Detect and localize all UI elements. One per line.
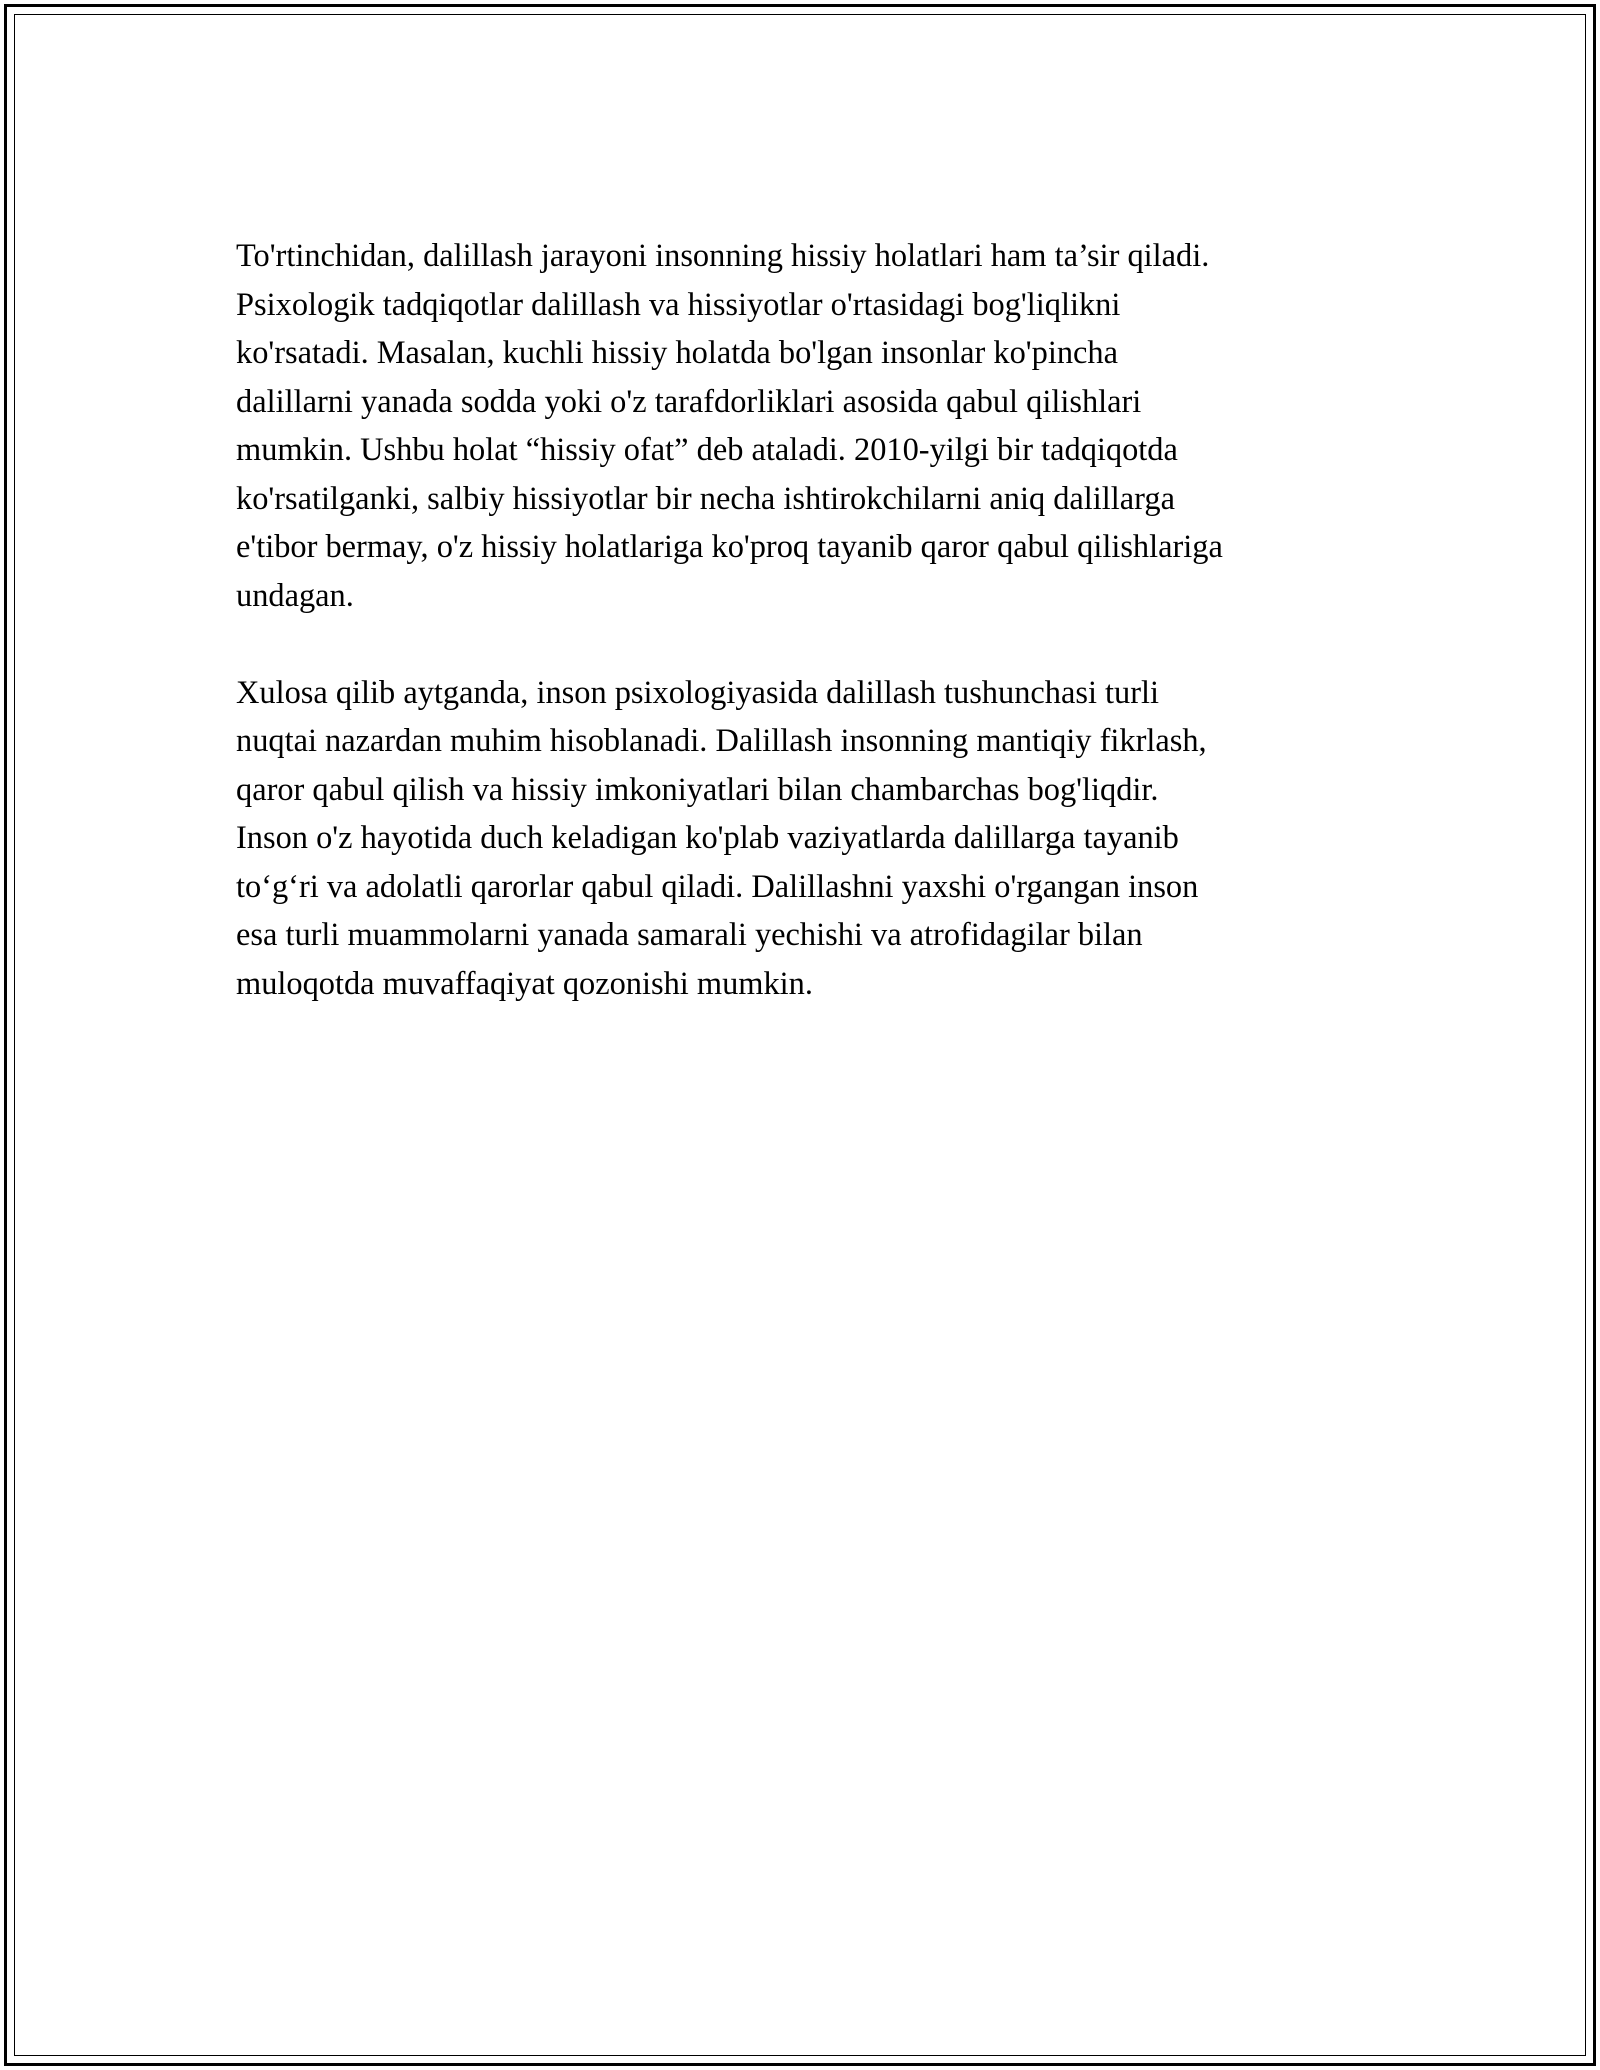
paragraph-line: nuqtai nazardan muhim hisoblanadi. Dalillash insonning mantiqiy fikrlash, [236,723,1207,759]
paragraph-line: ko'rsatadi. Masalan, kuchli hissiy holatda bo'lgan insonlar ko'pincha [236,335,1118,371]
paragraph-line: qaror qabul qilish va hissiy imkoniyatlari bilan chambarchas bog'liqdir. [236,771,1159,808]
paragraph-line: e'tibor bermay, o'z hissiy holatlariga ko'proq tayanib qaror qabul qilishlariga [236,529,1223,565]
paragraph-line: Psixologik tadqiqotlar dalillash va hissiyotlar o'rtasidagi bog'liqlikni [236,286,1121,323]
paragraph-line: mumkin. Ushbu holat “hissiy ofat” deb ataladi. 2010-yilgi bir tadqiqotda [236,432,1178,468]
paragraph-line: Xulosa qilib aytganda, inson psixologiyasida dalillash tushunchasi turli [236,674,1160,711]
document-body [236,232,1386,1008]
paragraph-line: ko'rsatilganki, salbiy hissiyotlar bir necha ishtirokchilarni aniq dalillarga [236,480,1175,517]
paragraph-line: to‘g‘ri va adolatli qarorlar qabul qiladi. Dalillashni yaxshi o'rgangan inson [236,868,1199,905]
paragraph-line: undagan. [236,577,354,614]
paragraph-2 [236,669,1386,1009]
paragraph-line: Inson o'z hayotida duch keladigan ko'plab vaziyatlarda dalillarga tayanib [236,820,1179,856]
paragraph-line: To'rtinchidan, dalillash jarayoni insonning hissiy holatlari ham ta’sir qiladi. [236,238,1210,274]
paragraph-line: muloqotda muvaffaqiyat qozonishi mumkin. [236,965,813,1002]
paragraph-1 [236,232,1386,620]
paragraph-line: esa turli muammolarni yanada samarali yechishi va atrofidagilar bilan [236,917,1143,953]
paragraph-line: dalillarni yanada sodda yoki o'z tarafdorliklari asosida qabul qilishlari [236,383,1142,420]
